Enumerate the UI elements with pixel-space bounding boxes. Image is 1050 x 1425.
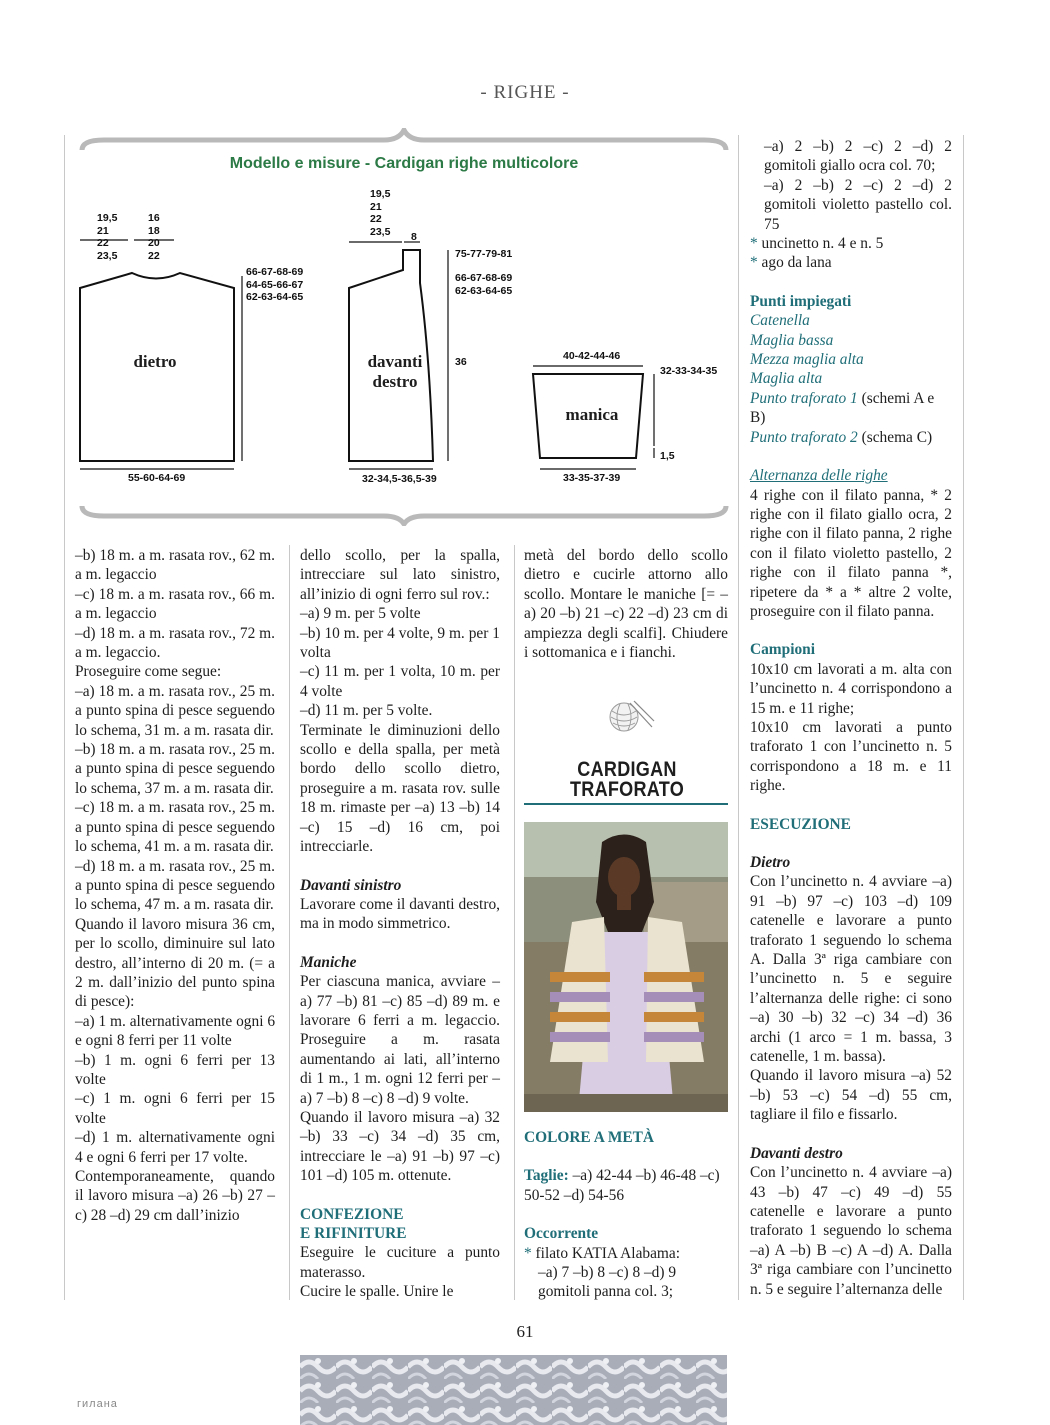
text-column-3 xyxy=(524,546,728,662)
sleeve-top-width: 40-42-44-46 xyxy=(563,350,621,362)
column-rule xyxy=(514,545,515,1300)
sizes-line xyxy=(524,1166,728,1205)
material-item: –a) 2 –b) 2 –c) 2 –d) 2 gomitoli giallo ocra col. 70; xyxy=(764,138,952,175)
stitch-item: Maglia bassa xyxy=(750,331,834,349)
back-shoulder-sizes: 19,5 21 22 23,5 xyxy=(97,212,118,262)
paragraph: –a) 18 m. a m. rasata rov., 25 m. a punto spina di pesce seguendo lo schema, 31 m. a m. rasata dir. xyxy=(75,682,275,739)
stitch-item xyxy=(750,428,952,447)
paragraph: –b) 1 m. ogni 6 ferri per 13 volte xyxy=(75,1051,275,1088)
stitch-texture-photo xyxy=(300,1355,727,1425)
stitch-item: Catenella xyxy=(750,312,810,330)
paragraph: –b) 18 m. a m. rasata rov., 62 m. a m. legaccio xyxy=(75,547,275,584)
stitch-item: Maglia alta xyxy=(750,370,823,388)
pattern-title xyxy=(541,760,713,800)
stitch-note: (schema C) xyxy=(857,428,933,446)
section-heading: Davanti destro xyxy=(750,1144,843,1162)
section-heading: Maniche xyxy=(300,953,357,971)
front-neck-depth: 36 xyxy=(455,356,467,368)
publisher-mark: гилана xyxy=(77,1398,118,1410)
yarn-ball-icon xyxy=(600,697,656,737)
text-column-1 xyxy=(75,546,275,1225)
front-width: 32-34,5-36,5-39 xyxy=(362,473,437,485)
paragraph: Terminate le diminuzioni dello scollo e della spalla, per metà bordo dello scollo dietro, proseguire a m. rasata rov. sulle 18 m. rimaste per –a) 13 –b) 14 –c) 15 –d) 16 cm, poi intrecciarle. xyxy=(300,721,500,856)
front-height-sizes: 66-67-68-69 62-63-64-65 xyxy=(455,272,513,297)
paragraph: –b) 18 m. a m. rasata rov., 25 m. a punto spina di pesce seguendo lo schema, 37 m. a m. rasata dir. xyxy=(75,741,275,797)
paragraph: Quando il lavoro misura 36 cm, per lo scollo, diminuire sul lato destro, all’interno di 20 m. (= a 2 m. dall’inizio del punto spina di pesce): xyxy=(75,915,275,1011)
stitch-name: Punto traforato 1 xyxy=(750,389,858,407)
paragraph: –c) 18 m. a m. rasata rov., 66 m. a m. legaccio xyxy=(75,585,275,623)
materials-heading: Occorrente xyxy=(524,1225,599,1243)
sleeve-label: manica xyxy=(565,405,619,424)
stitch-note: (schemi A e B) xyxy=(750,389,935,427)
paragraph: metà del bordo dello scollo dietro e cucirle attorno allo scollo. Montare le maniche [= –a) 20 –b) 21 –c) 22 –d) 23 cm di ampiezza degli scalfi]. Chiudere i sottomanica e i fianchi. xyxy=(524,547,728,662)
paragraph: –d) 1 m. alternativamente ogni 4 e ogni 6 ferri per 17 volte. xyxy=(75,1129,275,1166)
front-band-width: 8 xyxy=(411,231,417,243)
sleeve-bottom-width: 33-35-37-39 xyxy=(563,472,621,484)
front-piece-label-2: destro xyxy=(372,372,418,391)
pattern-title-line-1: CARDIGAN xyxy=(577,758,677,781)
column-rule xyxy=(963,135,964,1300)
paragraph: Cucire le spalle. Unire le xyxy=(300,1283,454,1301)
paragraph: Con l’uncinetto n. 4 avviare –a) 43 –b) 47 –c) 49 –d) 55 catenelle e lavorare a punto traforato 1 seguendo lo schema –a) A –b) B –c) A –d) A. Dalla 3ª riga cambiare con l’uncinetto n. 5 e seguire l’alternanza delle xyxy=(750,1164,952,1298)
sleeve-cuff: 1,5 xyxy=(660,450,675,462)
material-item: –a) 2 –b) 2 –c) 2 –d) 2 gomitoli violetto pastello col. 75 xyxy=(764,176,952,233)
paragraph: Eseguire le cuciture a punto materasso. xyxy=(300,1244,500,1281)
bullet-star: * xyxy=(524,1244,536,1262)
column-rule xyxy=(289,545,290,1300)
section-heading: CONFEZIONE xyxy=(300,1205,404,1223)
front-piece-label-1: davanti xyxy=(367,352,423,371)
execution-heading: ESECUZIONE xyxy=(750,815,851,833)
text-column-4 xyxy=(750,137,952,1299)
pattern-title-line-2: TRAFORATO xyxy=(569,778,685,801)
difficulty-label: COLORE A METÀ xyxy=(524,1129,654,1146)
back-height-sizes: 66-67-68-69 64-65-66-67 62-63-64-65 xyxy=(246,266,304,303)
stitch-item: Mezza maglia alta xyxy=(750,351,864,369)
paragraph: –a) 9 m. per 5 volte xyxy=(300,605,421,623)
stripes-heading: Alternanza delle righe xyxy=(750,467,888,485)
section-heading: Dietro xyxy=(750,854,791,871)
section-heading: Davanti sinistro xyxy=(300,876,402,894)
section-heading: E RIFINITURE xyxy=(300,1225,407,1242)
paragraph: 4 righe con il filato panna, * 2 righe con il filato giallo ocra, 2 righe con il filato panna, 2 righe con il filato violetto pastello, 2 righe con il filato panna *, ripetere da * a * altre 2 volte, proseguire con il filato panna. xyxy=(750,486,952,620)
title-underline xyxy=(524,803,728,805)
stitch-name: Punto traforato 2 xyxy=(750,428,858,446)
sizes-value: –a) 42-44 –b) 46-48 –c) 50-52 –d) 54-56 xyxy=(524,1167,720,1204)
front-shoulder-sizes: 19,5 21 22 23,5 xyxy=(370,188,391,238)
measurement-diagram xyxy=(64,128,744,526)
tool-item xyxy=(750,234,952,253)
paragraph: –c) 1 m. ogni 6 ferri per 15 volte xyxy=(75,1090,275,1127)
material-item: –a) 7 –b) 8 –c) 8 –d) 9 gomitoli panna col. 3; xyxy=(538,1264,677,1301)
paragraph: Quando il lavoro misura –a) 32 –b) 33 –c) 34 –d) 35 cm, intrecciare le –a) 91 –b) 97 –c) 101 –d) 105 m. ottenute. xyxy=(300,1108,500,1185)
paragraph: Quando il lavoro misura –a) 52 –b) 53 –c) 54 –d) 55 cm, tagliare il filo e fissarlo. xyxy=(750,1067,952,1124)
diagram-frame-top xyxy=(82,130,726,150)
paragraph: dello scollo, per la spalla, intrecciare sul lato sinistro, all’inizio di ogni ferro sul rov.: xyxy=(300,547,500,603)
paragraph: –c) 18 m. a m. rasata rov., 25 m. a punto spina di pesce seguendo lo schema, 41 m. a m. rasata dir. xyxy=(75,799,275,856)
paragraph: –a) 1 m. alternativamente ogni 6 e ogni 8 ferri per 11 volte xyxy=(75,1012,276,1050)
paragraph: –d) 18 m. a m. rasata rov., 72 m. a m. legaccio. xyxy=(75,624,275,662)
paragraph: –d) 11 m. per 5 volte. xyxy=(300,702,433,720)
diagram-frame-bottom xyxy=(82,506,726,524)
sizes-label: Taglie: xyxy=(524,1167,569,1185)
paragraph: 10x10 cm lavorati a m. alta con l’uncinetto n. 4 corrispondono a 15 m. e 11 righe; xyxy=(750,660,952,717)
stitch-item xyxy=(750,389,952,428)
back-width: 55-60-64-69 xyxy=(128,472,186,484)
stitches-heading: Punti impiegati xyxy=(750,292,852,310)
material-item xyxy=(524,1244,728,1263)
front-total-height: 75-77-79-81 xyxy=(455,248,513,260)
tool-item xyxy=(750,253,952,272)
paragraph: Contemporaneamente, quando il lavoro misura –a) 26 –b) 27 –c) 28 –d) 29 cm dall’inizio xyxy=(75,1168,275,1224)
paragraph: Con l’uncinetto n. 4 avviare –a) 91 –b) 97 –c) 103 –d) 109 catenelle e lavorare a punto traforato 1 seguendo lo schema A. Dalla 3ª riga cambiare con l’uncinetto n. 5 e seguire l’alternanza delle righe: ci sono –a) 30 –b) 32 –c) 34 –d) 36 archi (1 arco = 1 m. bassa, 3 catenelle, 1 m. bassa). xyxy=(750,873,952,1066)
text-column-2 xyxy=(300,546,500,1302)
paragraph: Proseguire come segue: xyxy=(75,663,222,681)
diagram-title: Modello e misure - Cardigan righe multicolore xyxy=(229,155,579,172)
paragraph: –d) 18 m. a m. rasata rov., 25 m. a punto spina di pesce seguendo lo schema, 47 m. a m. rasata dir. xyxy=(75,857,275,914)
model-photo xyxy=(524,822,728,1112)
sleeve-height: 32-33-34-35 xyxy=(660,365,718,377)
material-text: filato KATIA Alabama: xyxy=(535,1244,681,1262)
tool-text: uncinetto n. 4 e n. 5 xyxy=(761,235,884,253)
paragraph: Lavorare come il davanti destro, ma in modo simmetrico. xyxy=(300,895,500,933)
paragraph: Per ciascuna manica, avviare –a) 77 –b) 81 –c) 85 –d) 89 m. e lavorare 6 ferri a m. legaccio. Proseguire a m. rasata aumentando ai lati, all’interno di 1 m., 1 m. ogni 12 ferri per –a) 7 –b) 8 –c) 8 –d) 9 volte. xyxy=(300,973,500,1107)
gauge-heading: Campioni xyxy=(750,641,815,659)
paragraph: –c) 11 m. per 1 volta, 10 m. per 4 volte xyxy=(300,663,500,700)
back-piece-label: dietro xyxy=(133,352,177,371)
back-neck-sizes: 16 18 20 22 xyxy=(148,212,160,262)
tool-text: ago da lana xyxy=(761,254,832,272)
paragraph: –b) 10 m. per 4 volte, 9 m. per 1 volta xyxy=(300,624,500,662)
bullet-star: * xyxy=(750,254,762,272)
page-header: - RIGHE - xyxy=(480,82,570,103)
pattern-info xyxy=(524,1128,728,1302)
paragraph: 10x10 cm lavorati a punto traforato 1 con l’uncinetto n. 5 corrispondono a 18 m. e 11 righe. xyxy=(750,718,952,795)
bullet-star: * xyxy=(750,235,762,253)
page-number: 61 xyxy=(516,1322,534,1341)
